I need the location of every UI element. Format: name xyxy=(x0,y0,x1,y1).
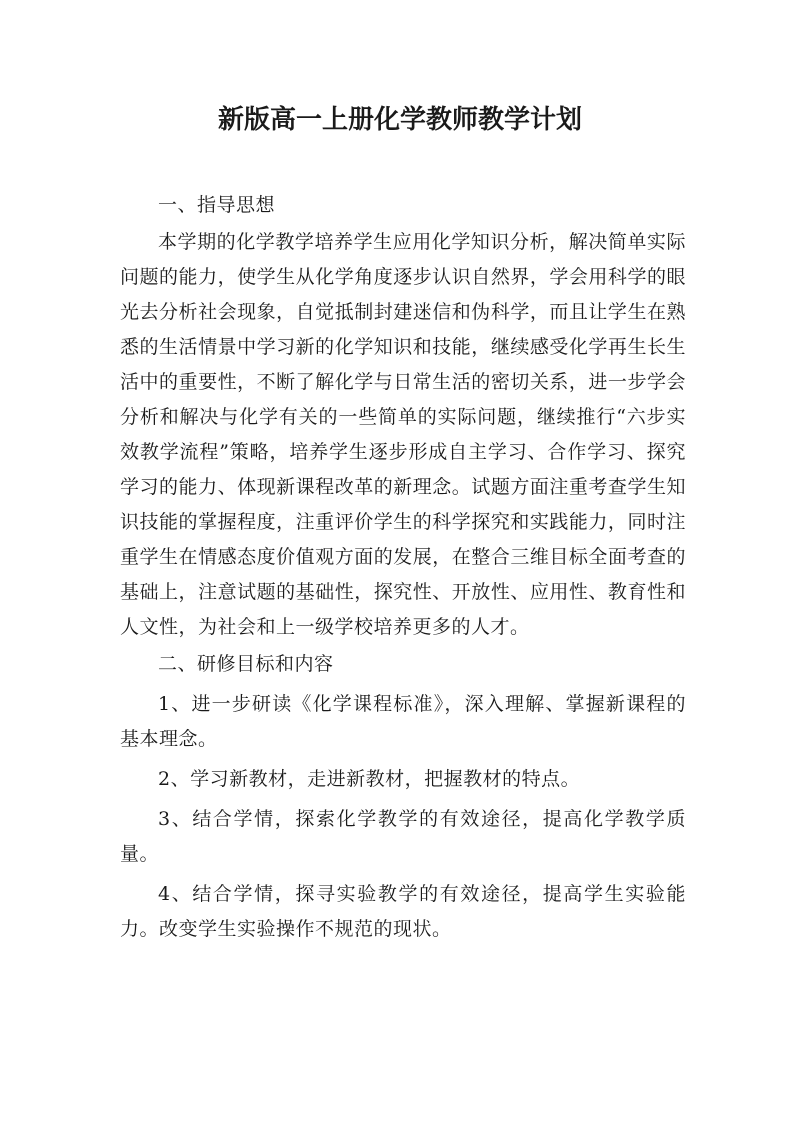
document-body xyxy=(120,188,686,951)
section-heading-guiding-ideology: 一、指导思想 xyxy=(158,194,276,216)
list-item-goal-3: 3、结合学情，探索化学教学的有效途径，提高化学教学质量。 xyxy=(120,808,686,865)
list-item-goal-4: 4、结合学情，探寻实验教学的有效途径，提高学生实验能力。改变学生实验操作不规范的现状。 xyxy=(120,883,686,940)
list-item-goal-2: 2、学习新教材，走进新教材，把握教材的特点。 xyxy=(158,768,581,790)
section-paragraph-guiding-ideology: 本学期的化学教学培养学生应用化学知识分析，解决简单实际问题的能力，使学生从化学角度逐步认识自然界，学会用科学的眼光去分析社会现象，自觉抵制封建迷信和伪科学，而且让学生在熟悉的生活情景中学习新的化学知识和技能，继续感受化学再生长生活中的重要性，不断了解化学与日常生活的密切关系，进一步学会分析和解决与化学有关的一些简单的实际问题，继续推行“六步实效教学流程”策略，培养学生逐步形成自主学习、合作学习、探究学习的能力、体现新课程改革的新理念。试题方面注重考查学生知识技能的掌握程度，注重评价学生的科学探究和实践能力，同时注重学生在情感态度价值观方面的发展，在整合三维目标全面考查的基础上，注意试题的基础性，探究性、开放性、应用性、教育性和人文性，为社会和上一级学校培养更多的人才。 xyxy=(120,231,686,638)
document-title: 新版高一上册化学教师教学计划 xyxy=(217,105,582,135)
list-item-goal-1: 1、进一步研读《化学课程标准》，深入理解、掌握新课程的基本理念。 xyxy=(120,693,686,750)
section-heading-training-goals: 二、研修目标和内容 xyxy=(158,653,334,675)
